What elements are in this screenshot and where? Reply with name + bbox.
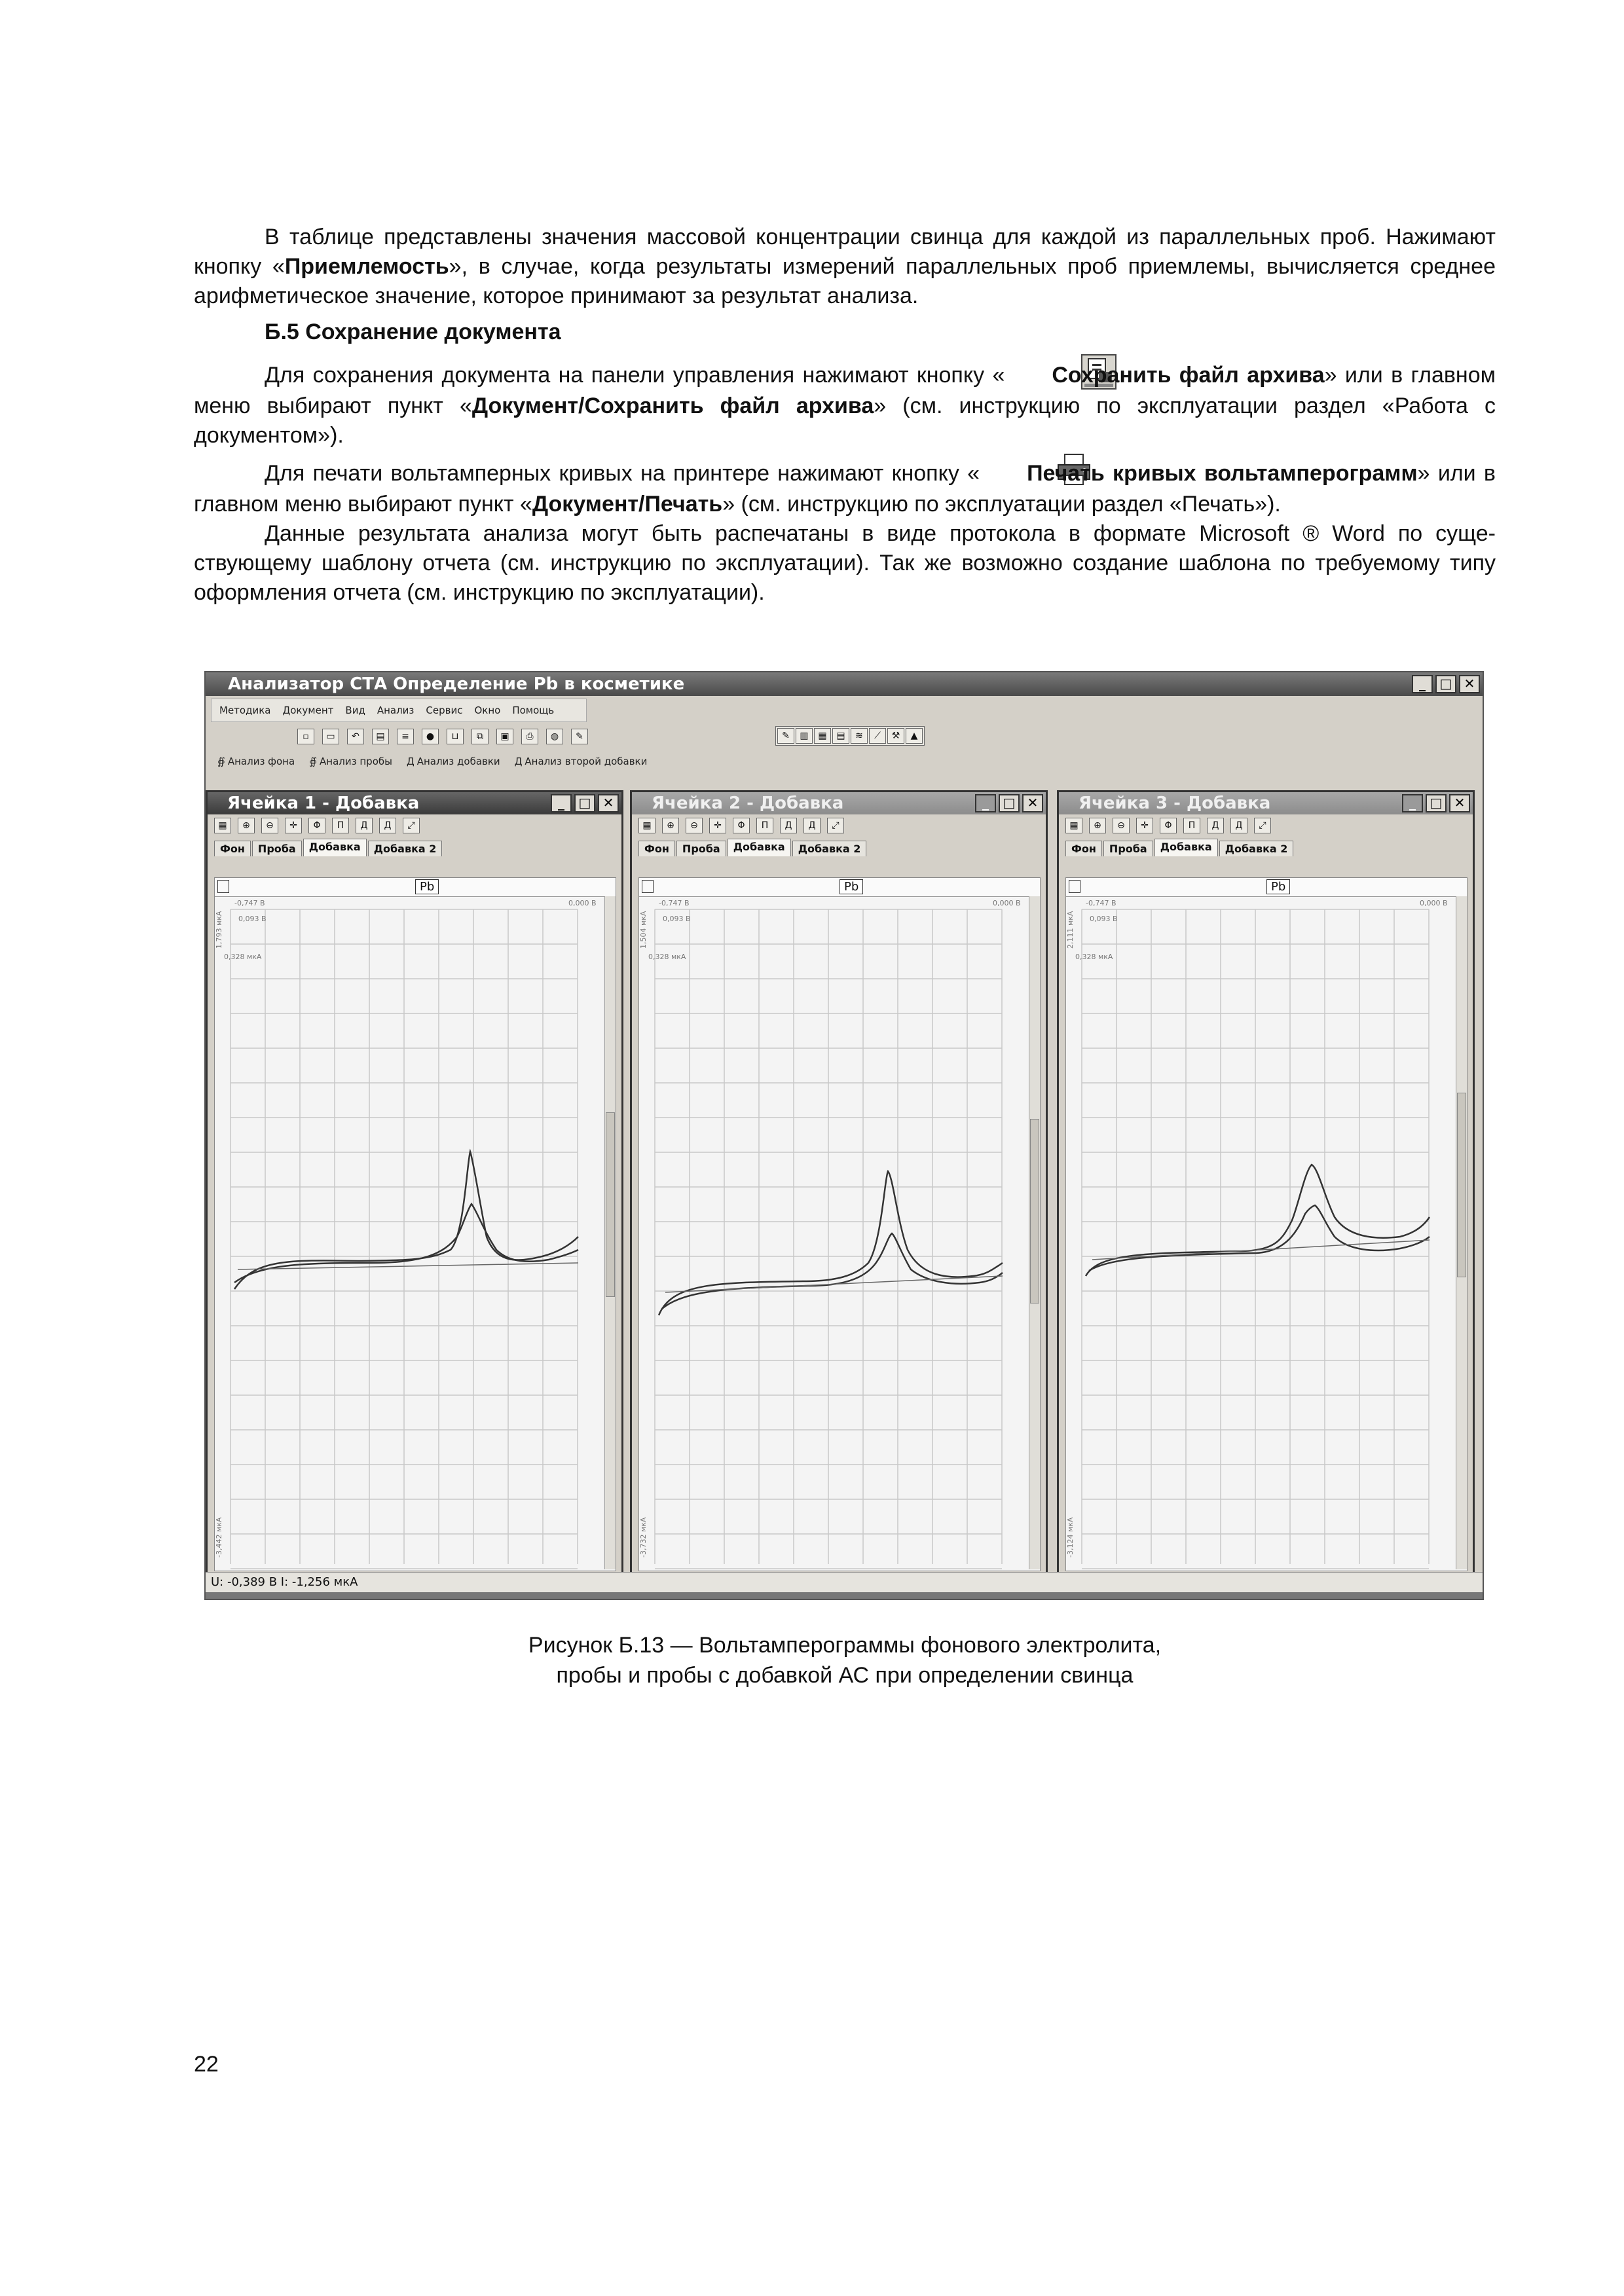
mode-background-button[interactable]: ∯ Анализ фона — [217, 756, 295, 767]
tab-sample[interactable]: Проба — [252, 841, 302, 856]
tab-addition[interactable]: Добавка — [303, 839, 367, 856]
y-top-label: 2,111 мкА — [1066, 911, 1075, 949]
x-right-label: 0,000 В — [568, 899, 597, 907]
layout-rows-icon[interactable]: ▤ — [832, 728, 849, 744]
cell-toolbar — [1059, 814, 1473, 837]
grid-icon[interactable]: ▦ — [638, 818, 655, 833]
plot-area[interactable] — [1065, 877, 1467, 1571]
y-bottom-label: -3,124 мкА — [1066, 1517, 1075, 1558]
element-label[interactable]: Pb — [1266, 879, 1290, 894]
export-icon[interactable]: ⤢ — [403, 818, 420, 833]
paragraph-acceptability: В таблице представлены значения массовой концентрации свинца для каждой из параллельных проб. Нажимают кнопку «Приемлемость», в случае, когда результаты измерений параллельных проб приемлемы, вычисляется среднее арифметическое значение, которое принимают за результат анализа. — [194, 225, 1496, 308]
save-archive-icon — [1008, 352, 1048, 392]
y-bottom-label: -3,442 мкА — [215, 1517, 223, 1558]
phi-icon[interactable]: Φ — [733, 818, 750, 833]
layout-mountain-icon[interactable]: ▲ — [906, 728, 923, 744]
save-icon[interactable]: ▤ — [372, 729, 389, 744]
element-label[interactable]: Pb — [840, 879, 863, 894]
plot-settings-icon[interactable] — [1069, 880, 1080, 893]
d1-icon[interactable]: Д — [780, 818, 797, 833]
drop-icon[interactable]: ● — [422, 729, 439, 744]
edit-icon[interactable]: ✎ — [571, 729, 588, 744]
app-window — [204, 671, 1484, 1600]
tab-addition-2[interactable]: Добавка 2 — [1219, 841, 1294, 856]
zoom-out-icon[interactable]: ⊖ — [686, 818, 703, 833]
peak-potential-label: 0,093 В — [238, 915, 267, 923]
menu-bar — [211, 699, 587, 722]
peak-current-label: 0,328 мкА — [648, 953, 686, 961]
phi-icon[interactable]: Φ — [1160, 818, 1177, 833]
cell-title: Ячейка 1 - Добавка — [227, 793, 420, 813]
print-icon[interactable]: ⎙ — [521, 729, 538, 744]
figure-caption — [194, 1630, 1496, 1690]
phi-icon[interactable]: Φ — [308, 818, 325, 833]
cell-tabs — [1059, 837, 1473, 856]
cell-minimize-button[interactable]: _ — [1402, 794, 1423, 812]
app-title: Анализатор СТА Определение Pb в косметике — [228, 674, 685, 694]
cell-minimize-button[interactable]: _ — [975, 794, 996, 812]
layout-grid-icon[interactable]: ▦ — [814, 728, 831, 744]
cell-close-button[interactable]: ✕ — [1449, 794, 1470, 812]
plot-settings-icon[interactable] — [217, 880, 229, 893]
grid-icon[interactable]: ▦ — [1065, 818, 1082, 833]
cell-windows — [206, 790, 1483, 1576]
d2-icon[interactable]: Д — [379, 818, 396, 833]
x-left-label: -0,747 В — [659, 899, 690, 907]
app-title-bar — [206, 672, 1483, 696]
d2-icon[interactable]: Д — [1230, 818, 1247, 833]
tab-background[interactable]: Фон — [638, 841, 675, 856]
zoom-in-icon[interactable]: ⊕ — [1089, 818, 1106, 833]
tab-background[interactable]: Фон — [1065, 841, 1102, 856]
layout-edit-icon[interactable]: ✎ — [777, 728, 794, 744]
vertical-scrollbar[interactable] — [1029, 896, 1040, 1569]
new-document-icon[interactable]: ▫ — [297, 729, 314, 744]
paragraph-report: Данные результата анализа могут быть распечатаны в виде протокола в формате Microsoft ® Word по существующему шаблону отчета (см. инструкцию по эксплуатации). Так же возможно создание шаблона по требуемому типу оформления отчета (см. инструкцию по эксплуатации). — [194, 521, 1496, 605]
paragraph-print: Для печати вольтамперных кривых на принтере нажимают кнопку « Печать кривых вольтамперограмм» или в главном меню выбирают пункт «Документ/Печать» (см. инструкцию по эксплуатации раздел «Печать»). — [194, 450, 1496, 519]
cell-close-button[interactable]: ✕ — [598, 794, 619, 812]
layout-waves-icon[interactable]: ≋ — [851, 728, 868, 744]
d1-icon[interactable]: Д — [356, 818, 373, 833]
layout-columns-icon[interactable]: ▥ — [796, 728, 813, 744]
mode-second-addition-button[interactable]: Д Анализ второй добавки — [514, 756, 648, 767]
open-icon[interactable]: ▭ — [322, 729, 339, 744]
tab-addition-2[interactable]: Добавка 2 — [368, 841, 443, 856]
cell-tabs — [208, 837, 621, 856]
menu-item-view[interactable]: Вид — [345, 704, 365, 716]
tab-addition[interactable]: Добавка — [1154, 839, 1218, 856]
window-layout-toolbar — [775, 726, 925, 746]
analysis-mode-bar — [206, 750, 1483, 773]
close-button[interactable]: ✕ — [1459, 675, 1480, 693]
element-label[interactable]: Pb — [415, 879, 439, 894]
plot-grid — [1082, 909, 1429, 1569]
menu-item-method[interactable]: Методика — [219, 704, 271, 716]
paste-icon[interactable]: ▣ — [496, 729, 513, 744]
cell-toolbar — [632, 814, 1046, 837]
zoom-out-icon[interactable]: ⊖ — [1113, 818, 1130, 833]
tab-sample[interactable]: Проба — [1103, 841, 1153, 856]
voltammogram-plot — [1066, 896, 1455, 1569]
list-icon[interactable]: ≡ — [397, 729, 414, 744]
cell-window-1 — [206, 790, 623, 1575]
curve-addition — [1086, 1165, 1430, 1276]
peak-current-label: 0,328 мкА — [1075, 953, 1113, 961]
grid-icon[interactable]: ▦ — [214, 818, 231, 833]
y-bottom-label: -3,732 мкА — [639, 1517, 648, 1558]
layout-chart-icon[interactable]: ⟋ — [869, 728, 886, 744]
d1-icon[interactable]: Д — [1207, 818, 1224, 833]
mode-sample-button[interactable]: ∯ Анализ пробы — [309, 756, 392, 767]
x-right-label: 0,000 В — [1420, 899, 1448, 907]
tab-background[interactable]: Фон — [214, 841, 251, 856]
plot-area[interactable] — [638, 877, 1041, 1571]
y-top-label: 1,504 мкА — [639, 911, 648, 949]
zoom-in-icon[interactable]: ⊕ — [238, 818, 255, 833]
voltammogram-plot — [215, 896, 604, 1569]
x-left-label: -0,747 В — [1086, 899, 1116, 907]
voltammogram-plot — [639, 896, 1028, 1569]
layout-tools-icon[interactable]: ⚒ — [887, 728, 904, 744]
minimize-button[interactable]: _ — [1412, 675, 1433, 693]
section-heading: Б.5 Сохранение документа — [265, 319, 561, 344]
x-left-label: -0,747 В — [234, 899, 265, 907]
peak-current-label: 0,328 мкА — [224, 953, 262, 961]
menu-item-document[interactable]: Документ — [282, 704, 334, 716]
taskbar — [206, 1592, 1483, 1599]
preview-icon[interactable]: ◍ — [546, 729, 563, 744]
pi-icon[interactable]: П — [756, 818, 773, 833]
d2-icon[interactable]: Д — [803, 818, 821, 833]
cell-maximize-button[interactable]: □ — [574, 794, 595, 812]
pi-icon[interactable]: П — [332, 818, 349, 833]
page-number: 22 — [194, 2052, 219, 2077]
menu-item-window[interactable]: Окно — [474, 704, 501, 716]
x-right-label: 0,000 В — [993, 899, 1021, 907]
copy-icon[interactable]: ⧉ — [471, 729, 489, 744]
caption-line-1: Рисунок Б.13 — Вольтамперограммы фонового электролита, — [528, 1633, 1162, 1658]
cell-close-button[interactable]: ✕ — [1022, 794, 1043, 812]
export-icon[interactable]: ⤢ — [827, 818, 844, 833]
y-top-label: 1,793 мкА — [215, 911, 223, 949]
cell-toolbar — [208, 814, 621, 837]
mode-addition-button[interactable]: Д Анализ добавки — [406, 756, 500, 767]
curve-addition — [659, 1171, 1003, 1315]
curve-sample — [234, 1204, 578, 1283]
beaker-icon[interactable]: ⊔ — [447, 729, 464, 744]
vertical-scrollbar[interactable] — [1456, 896, 1467, 1569]
cell-window-3 — [1057, 790, 1475, 1575]
plot-grid — [655, 909, 1002, 1569]
zoom-out-icon[interactable]: ⊖ — [261, 818, 278, 833]
cell-title: Ячейка 3 - Добавка — [1079, 793, 1271, 813]
body-text — [194, 223, 1496, 608]
curve-sample — [662, 1233, 1003, 1309]
plot-settings-icon[interactable] — [642, 880, 654, 893]
plot-area[interactable] — [214, 877, 616, 1571]
zoom-in-icon[interactable]: ⊕ — [662, 818, 679, 833]
maximize-button[interactable]: □ — [1435, 675, 1456, 693]
cell-maximize-button[interactable]: □ — [999, 794, 1020, 812]
printer-icon — [984, 450, 1023, 490]
plot-grid — [231, 909, 578, 1569]
tab-addition[interactable]: Добавка — [728, 839, 791, 856]
vertical-scrollbar[interactable] — [604, 896, 616, 1569]
tab-sample[interactable]: Проба — [676, 841, 726, 856]
menu-item-analysis[interactable]: Анализ — [377, 704, 415, 716]
caption-line-2: пробы и пробы с добавкой АС при определении свинца — [556, 1663, 1134, 1688]
crosshair-icon[interactable]: ✛ — [709, 818, 726, 833]
tab-addition-2[interactable]: Добавка 2 — [792, 841, 867, 856]
cell-maximize-button[interactable]: □ — [1426, 794, 1447, 812]
paragraph-save: Для сохранения документа на панели управления нажимают кнопку « Сохранить файл архива» или в главном меню выбирают пункт «Документ/Сохранить файл архива» (см. инструкцию по эксплуатации раздел «Работа с документом»). — [194, 352, 1496, 450]
crosshair-icon[interactable]: ✛ — [1136, 818, 1153, 833]
undo-icon[interactable]: ↶ — [347, 729, 364, 744]
menu-item-help[interactable]: Помощь — [512, 704, 555, 716]
cell-minimize-button[interactable]: _ — [551, 794, 572, 812]
cell-window-2 — [630, 790, 1048, 1575]
pi-icon[interactable]: П — [1183, 818, 1200, 833]
peak-potential-label: 0,093 В — [663, 915, 691, 923]
cell-tabs — [632, 837, 1046, 856]
peak-potential-label: 0,093 В — [1090, 915, 1118, 923]
menu-item-service[interactable]: Сервис — [426, 704, 463, 716]
crosshair-icon[interactable]: ✛ — [285, 818, 302, 833]
status-bar: U: -0,389 В I: -1,256 мкА — [206, 1572, 1484, 1592]
export-icon[interactable]: ⤢ — [1254, 818, 1271, 833]
cell-title: Ячейка 2 - Добавка — [652, 793, 844, 813]
